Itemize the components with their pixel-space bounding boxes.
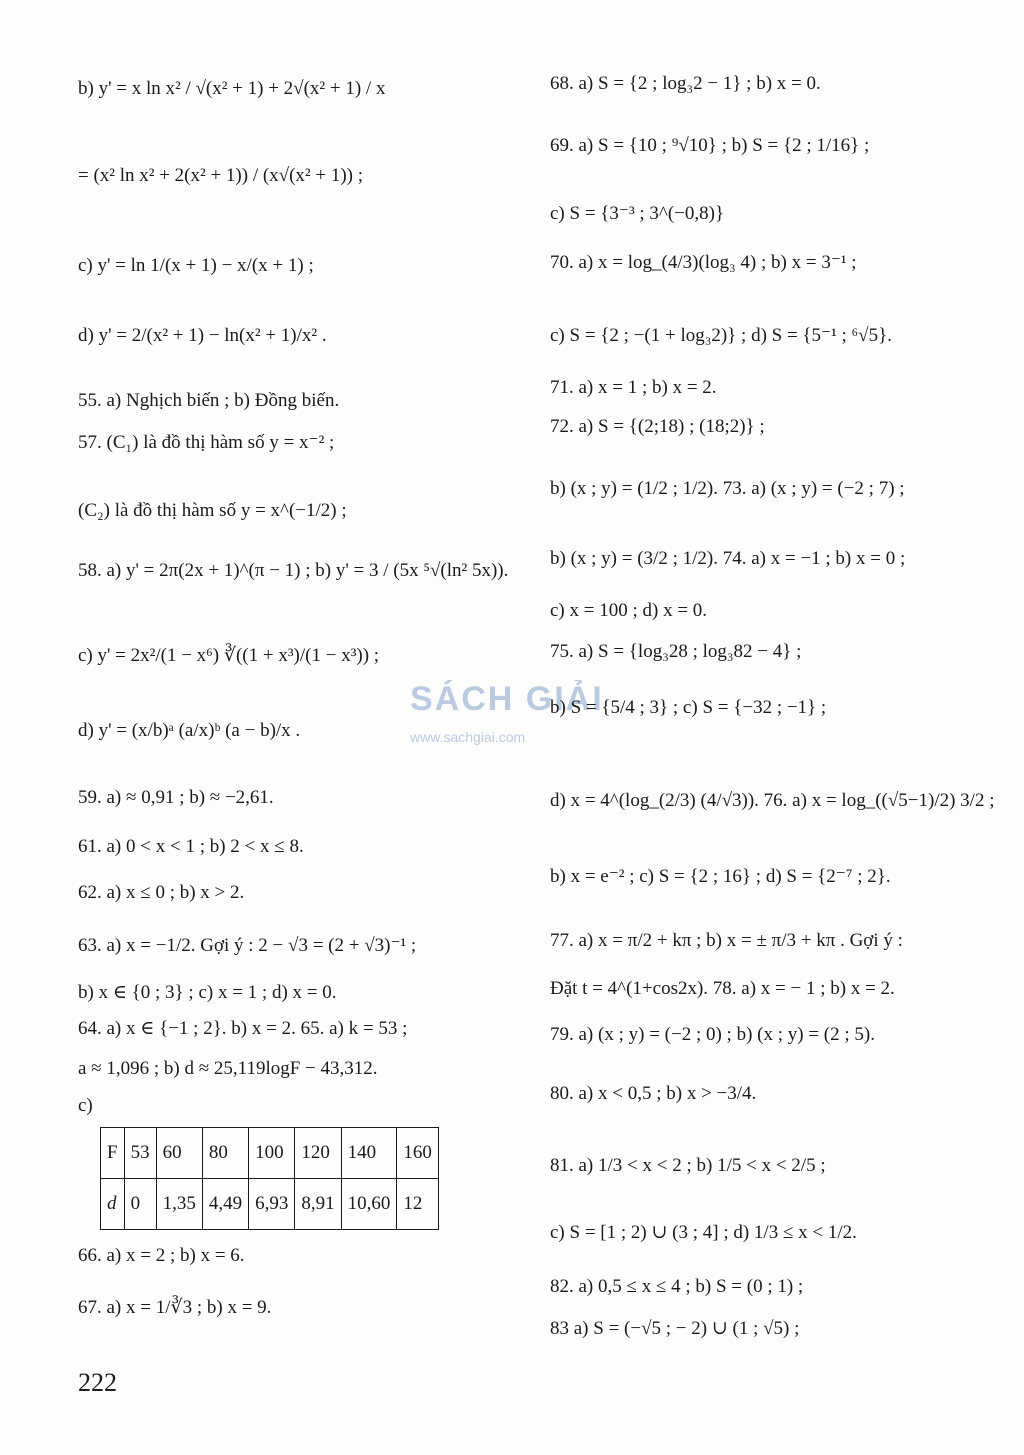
answer-left-line: b) x ∈ {0 ; 3} ; c) x = 1 ; d) x = 0. [78, 982, 337, 1003]
answer-left-line: d) y' = (x/b)ᵃ (a/x)ᵇ (a − b)/x . [78, 720, 301, 741]
answer-left-line: b) y' = x ln x² / √(x² + 1) + 2√(x² + 1) / x [78, 78, 386, 99]
table-cell: 140 [341, 1128, 397, 1179]
answer-right-line: 79. a) (x ; y) = (−2 ; 0) ; b) (x ; y) = (2 ; 5). [550, 1024, 875, 1045]
page-number: 222 [78, 1368, 117, 1397]
table-cell: 0 [124, 1179, 156, 1230]
answer-right-line: c) x = 100 ; d) x = 0. [550, 600, 708, 621]
answer-right-line: 82. a) 0,5 ≤ x ≤ 4 ; b) S = (0 ; 1) ; [550, 1276, 804, 1297]
answer-left-line: 57. (C₁) là đồ thị hàm số y = x⁻² ; [78, 432, 335, 453]
answer-right-line: 77. a) x = π/2 + kπ ; b) x = ± π/3 + kπ . Gợi ý : [550, 930, 903, 951]
answer-right-line: 80. a) x < 0,5 ; b) x > −3/4. [550, 1083, 757, 1104]
answer-right-line: 69. a) S = {10 ; ⁹√10} ; b) S = {2 ; 1/16} ; [550, 135, 870, 156]
table-cell: 53 [124, 1128, 156, 1179]
answer-right-line: b) x = e⁻² ; c) S = {2 ; 16} ; d) S = {2⁻⁷ ; 2}. [550, 866, 891, 887]
answer-right-line: 83 a) S = (−√5 ; − 2) ∪ (1 ; √5) ; [550, 1318, 800, 1339]
table-cell: 160 [397, 1128, 439, 1179]
answer-right-line: c) S = [1 ; 2) ∪ (3 ; 4] ; d) 1/3 ≤ x < 1/2. [550, 1222, 857, 1243]
table-cell: 6,93 [249, 1179, 295, 1230]
answer-right-line: c) S = {3⁻³ ; 3^(−0,8)} [550, 203, 725, 224]
table-cell: 10,60 [341, 1179, 397, 1230]
table-cell: F [101, 1128, 125, 1179]
table-cell: 60 [156, 1128, 202, 1179]
answer-left-line: c) y' = 2x²/(1 − x⁶) ∛((1 + x³)/(1 − x³)) ; [78, 645, 380, 666]
table-row [101, 1128, 439, 1179]
answer-right-line: Đặt t = 4^(1+cos2x). 78. a) x = − 1 ; b) x = 2. [550, 978, 895, 999]
answer-left-line: 63. a) x = −1/2. Gợi ý : 2 − √3 = (2 + √3)⁻¹ ; [78, 935, 417, 956]
watermark [410, 680, 640, 770]
data-table [100, 1127, 439, 1230]
answer-left-line: 62. a) x ≤ 0 ; b) x > 2. [78, 882, 245, 903]
answer-right-line: 68. a) S = {2 ; log₃2 − 1} ; b) x = 0. [550, 73, 821, 94]
answer-right-line: b) (x ; y) = (3/2 ; 1/2). 74. a) x = −1 ; b) x = 0 ; [550, 548, 906, 569]
answer-right-line: 72. a) S = {(2;18) ; (18;2)} ; [550, 416, 765, 437]
answer-left-line: a ≈ 1,096 ; b) d ≈ 25,119logF − 43,312. [78, 1058, 378, 1079]
answer-right-line: 81. a) 1/3 < x < 2 ; b) 1/5 < x < 2/5 ; [550, 1155, 826, 1176]
answer-right-line: 75. a) S = {log₃28 ; log₃82 − 4} ; [550, 641, 802, 662]
answer-left-line: 59. a) ≈ 0,91 ; b) ≈ −2,61. [78, 787, 274, 808]
answer-right-line: b) S = {5/4 ; 3} ; c) S = {−32 ; −1} ; [550, 697, 827, 718]
table-cell: 80 [202, 1128, 248, 1179]
answer-right-line: 71. a) x = 1 ; b) x = 2. [550, 377, 717, 398]
answer-right-line: 70. a) x = log_(4/3)(log₃ 4) ; b) x = 3⁻¹ ; [550, 252, 857, 273]
answer-left-line: c) [78, 1095, 93, 1116]
answer-left-line: 58. a) y' = 2π(2x + 1)^(π − 1) ; b) y' = 3 / (5x ⁵√(ln² 5x)). [78, 560, 509, 581]
answer-right-line: b) (x ; y) = (1/2 ; 1/2). 73. a) (x ; y) = (−2 ; 7) ; [550, 478, 905, 499]
table-row [101, 1179, 439, 1230]
answer-left-line: 55. a) Nghịch biến ; b) Đồng biến. [78, 390, 340, 411]
answer-left-line: 66. a) x = 2 ; b) x = 6. [78, 1245, 245, 1266]
table-cell: 120 [295, 1128, 341, 1179]
answer-left-line: 61. a) 0 < x < 1 ; b) 2 < x ≤ 8. [78, 836, 304, 857]
table-cell: 100 [249, 1128, 295, 1179]
table-cell: 8,91 [295, 1179, 341, 1230]
answer-left-line: = (x² ln x² + 2(x² + 1)) / (x√(x² + 1)) ; [78, 165, 364, 186]
watermark-url: www.sachgiai.com [410, 729, 526, 745]
watermark-brand: SÁCH GIẢI [410, 680, 604, 718]
answer-left-line: d) y' = 2/(x² + 1) − ln(x² + 1)/x² . [78, 325, 327, 346]
answer-left-line: 64. a) x ∈ {−1 ; 2}. b) x = 2. 65. a) k = 53 ; [78, 1018, 408, 1039]
table-cell: d [101, 1179, 125, 1230]
answer-left-line: c) y' = ln 1/(x + 1) − x/(x + 1) ; [78, 255, 314, 276]
answer-right-line: d) x = 4^(log_(2/3) (4/√3)). 76. a) x = log_((√5−1)/2) 3/2 ; [550, 790, 995, 811]
table-cell: 1,35 [156, 1179, 202, 1230]
answer-left-line: 67. a) x = 1/∛3 ; b) x = 9. [78, 1297, 272, 1318]
answer-right-line: c) S = {2 ; −(1 + log₃2)} ; d) S = {5⁻¹ ; ⁶√5}. [550, 325, 892, 346]
table-cell: 12 [397, 1179, 439, 1230]
table-cell: 4,49 [202, 1179, 248, 1230]
answer-left-line: (C₂) là đồ thị hàm số y = x^(−1/2) ; [78, 500, 347, 521]
